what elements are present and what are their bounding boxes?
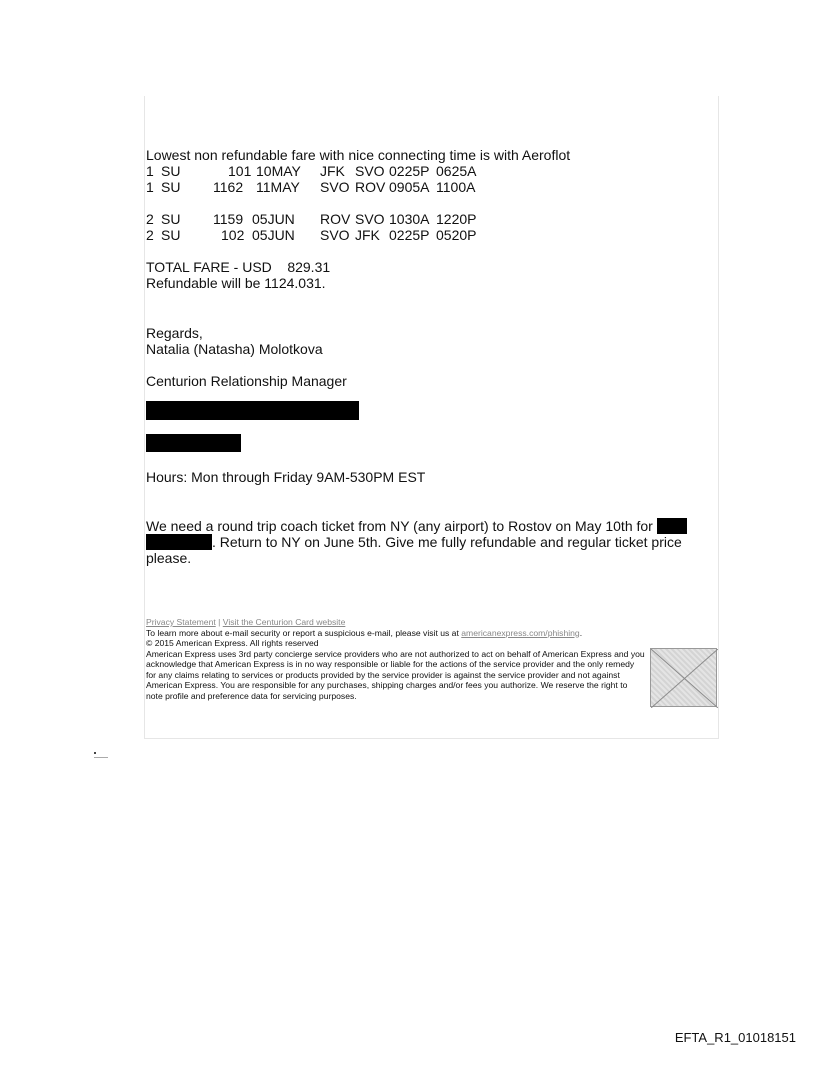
itinerary-row: 2 SU 102 05JUN SVO JFK 0225P 0520P <box>146 227 477 243</box>
request-message: We need a round trip coach ticket from NY (any airport) to Rostov on May 10th for . Return to NY on June 5th. Give me fully refundable and regular ticket price please. <box>146 518 691 566</box>
hours-text: Hours: Mon through Friday 9AM-530PM EST <box>146 469 426 485</box>
redaction-block <box>146 401 359 420</box>
fare-intro: Lowest non refundable fare with nice connecting time is with Aeroflot <box>146 147 571 163</box>
broken-image-icon <box>650 648 717 707</box>
security-notice: To learn more about e-mail security or report a suspicious e-mail, please visit us at americanexpress.com/phishing. <box>146 627 583 638</box>
redaction-block <box>146 434 241 452</box>
redaction-block <box>657 518 687 534</box>
disclaimer: American Express uses 3rd party concierge service providers who are not authorized to act on behalf of American Express and you acknowledge that American Express is in no way responsible or liable for the actions of the service provider and the only remedy for any claims relating to services or products provided by the service provider is against the service provider and not against American Express. You are responsible for any purchases, shipping charges and/or fees you authorize. We reserve the right to note profile and preference data for servicing purposes. <box>146 648 645 701</box>
itinerary-row: 2 SU 1159 05JUN ROV SVO 1030A 1220P <box>146 211 477 227</box>
itinerary-row: 1 SU 101 10MAY JFK SVO 0225P 0625A <box>146 163 477 179</box>
copyright: © 2015 American Express. All rights reserved <box>146 638 319 648</box>
sender-title: Centurion Relationship Manager <box>146 373 347 389</box>
refundable-fare: Refundable will be 1124.031. <box>146 275 326 291</box>
bates-number: EFTA_R1_01018151 <box>674 1030 796 1045</box>
itinerary-row: 1 SU 1162 11MAY SVO ROV 0905A 1100A <box>146 179 476 195</box>
itinerary-return <box>146 211 477 243</box>
total-fare: TOTAL FARE - USD 829.31 <box>146 259 331 275</box>
privacy-statement-link[interactable]: Privacy Statement <box>146 617 216 627</box>
stray-mark-icon <box>94 752 108 760</box>
footer-separator: | <box>218 617 221 627</box>
centurion-website-link[interactable]: Visit the Centurion Card website <box>222 617 346 627</box>
redaction-block <box>146 534 212 550</box>
footer <box>146 617 646 701</box>
phishing-link[interactable]: americanexpress.com/phishing <box>461 627 580 638</box>
sender-name: Natalia (Natasha) Molotkova <box>146 341 323 357</box>
signoff: Regards, <box>146 325 203 341</box>
itinerary-outbound <box>146 163 477 195</box>
